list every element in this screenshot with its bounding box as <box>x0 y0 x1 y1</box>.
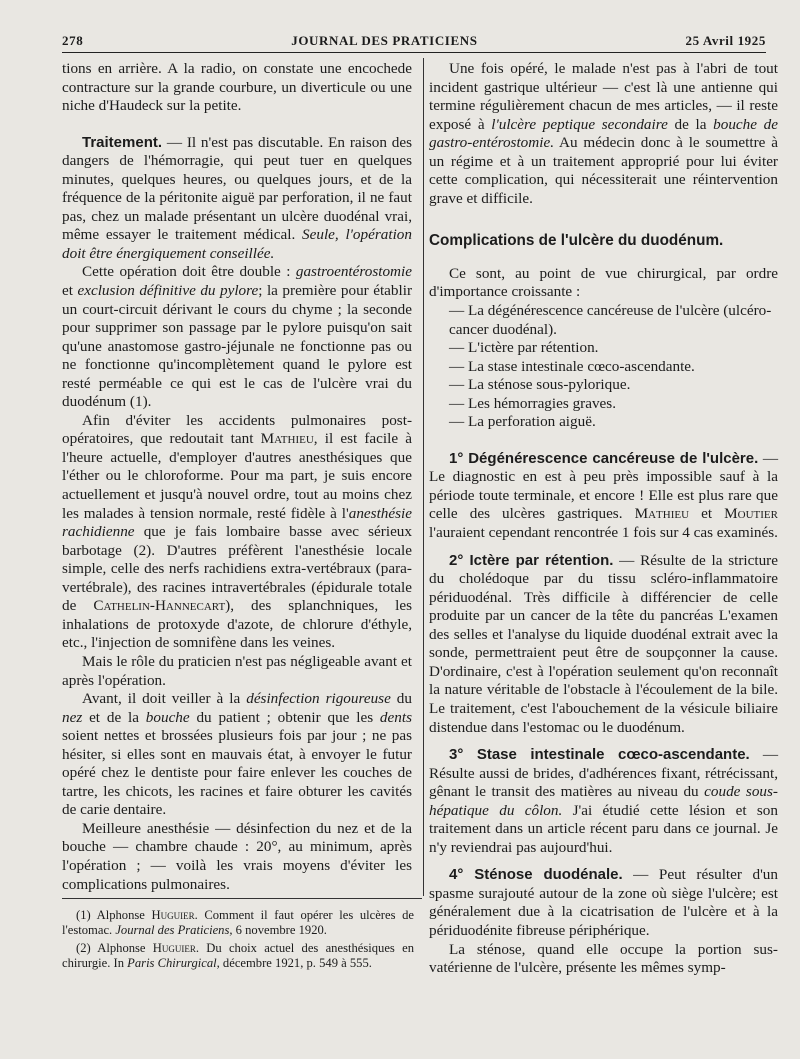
issue-date: 25 Avril 1925 <box>685 33 766 48</box>
subsection-4: 4° Sténose duodénale. — Peut résulter d'un spasme surajouté autour de la zone où siège l'ulcère; est généralement due à la cicatrisation de l'ulcère et à la périduodénite fibreuse périphérique. <box>429 866 778 939</box>
paragraph-operation: Cette opération doit être double : gastroentérostomie et exclusion définitive du pylore; la première pour établir un court-circuit dérivant le cours du chyme ; la seconde pour supprimer son passage par le pylore puisqu'on sait qu'une anastomose gastro-jéjunale ne fonctionne pas ou ne fonctionne qu'incomplètement quand le pylore est resté perméable ce qui est le cas de l'ulcère vrai du duodénum (1). <box>62 263 413 411</box>
paragraph-avant: Avant, il doit veiller à la désinfection rigoureuse du nez et de la bouche du patient ; obtenir que les dents soient nettes et brossées plusieurs fois par jour ; ne pas hésiter, si elles sont en mauvais état, à envoyer le futur opéré chez le dentiste pour faire enlever les couches de tartre, les chicots, les racines et faire obturer les cavités de carie dentaire. <box>62 690 412 819</box>
paragraph-accidents: Afin d'éviter les accidents pulmonaires postopératoires, que redoutait tant Mathieu, il est facile à l'heure actuelle, d'employer d'autres anesthésiques que l'éther ou le chloroforme. Pour ma part, je suis encore actuellement et jusqu'à nouvel ordre, tout au moins chez les malades à tension normale, resté fidèle à l'anesthésie rachidienne que je fais lombaire basse avec sérieux barbotage (2). D'autres préfèrent l'anesthésie locale simple, celle des nerfs rachidiens extra-vertébraux (para-vertébrale), des racines intravertébrales (épidurale totale de Cathelin-Hannecart), des splanchniques, les inhalations de protoxyde d'azote, de chlorure d'éthyle, etc., l'injection de somnifène dans les veines. <box>62 411 412 652</box>
paragraph-meilleure: Meilleure anesthésie — désinfection du nez et de la bouche — chambre chaude : 20°, au minimum, après l'opération ; — voilà les vrais moyens d'éviter les complications pulmonaires. <box>62 819 412 893</box>
list-item: — La dégénérescence cancéreuse de l'ulcère (ulcéro-cancer duodénal). <box>449 302 772 338</box>
running-header <box>62 30 766 52</box>
subsection-3-heading: 3° Stase intestinale cœco-ascendante. <box>449 746 750 764</box>
subsection-2-heading: 2° Ictère par rétention. <box>449 551 614 569</box>
footnotes <box>62 908 414 974</box>
subsection-1: 1° Dégénérescence cancéreuse de l'ulcère. — Le diagnostic en est à peu près impossible sauf à la période toute terminale, et encore ! Elle est plus rare que celle des ulcères gastriques. Mathieu et Moutier l'auraient cependant rencontrée 1 fois sur 4 cas examinés. <box>429 449 778 542</box>
subsection-4-heading: 4° Sténose duodénale. <box>449 866 623 884</box>
footnote-2: (2) Alphonse Huguier. Du choix actuel des anesthésiques en chirurgie. In Paris Chirurgical, décembre 1921, p. 549 à 555. <box>62 941 414 970</box>
paragraph-comp-intro: Ce sont, au point de vue chirurgical, par ordre d'importance croissante : <box>429 264 778 301</box>
column-divider <box>423 58 424 896</box>
left-column <box>62 60 412 894</box>
list-item: — La sténose sous-pylorique. <box>449 376 631 394</box>
paragraph-une-fois: Une fois opéré, le malade n'est pas à l'abri de tout incident gastrique ultérieur — c'est là une antienne qui termine régulièrement chacun de mes articles, — il reste exposé à l'ulcère peptique secondaire de la bouche de gastro-entérostomie. Au médecin donc à le soumettre à un régime et à un traitement approprié pour lui éviter cette complication, qui nécessiterait une réintervention grave et difficile. <box>429 60 779 207</box>
list-item: — Les hémorragies graves. <box>449 394 617 412</box>
list-item: — L'ictère par rétention. <box>449 339 599 357</box>
paragraph-traitement: Traitement. — Il n'est pas discutable. En raison des dangers de l'hémorragie, qui peut tuer en quelques minutes, quelques heures, ou quelques jours, et de la fréquence de la péritonite aiguë par perforation, il ne faut pas, chez un malade présentant un ulcère duodénal vrai, même essayer le traitement médical. Seule, l'opération doit être énergiquement conseillée. <box>62 133 412 262</box>
subsection-3: 3° Stase intestinale cœco-ascendante. — Résulte aussi de brides, d'adhérences fixant, rétrécissant, gênant le transit des matières au niveau du coude sous-hépatique du côlon. J'ai étudié cette lésion et son traitement dans un article récent paru dans ce journal. Je n'y reviendrai pas aujourd'hui. <box>429 746 778 856</box>
subsection-2: 2° Ictère par rétention. — Résulte de la stricture du cholédoque par du tissu scléro-inflammatoire périduodénal. Très difficile à différencier de celle produite par un cancer de la tête du pancréas L'examen des selles et l'analyse du liquide duodénal extrait avec la sonde, permettraient peut être de soupçonner la cause. D'ordinaire, c'est à l'opération seulement qu'on reconnaît la nature véritable de l'obstacle à l'écoulement de la bile. Le traitement, c'est l'abouchement de la vésicule biliaire distendue dans l'estomac ou le duodénum. <box>429 551 778 736</box>
section-title: Complications de l'ulcère du duodénum. <box>429 232 724 250</box>
footnote-1: (1) Alphonse Huguier. Comment il faut opérer les ulcères de l'estomac. Journal des Praticiens, 6 novembre 1920. <box>62 908 414 937</box>
paragraph-stenose: La sténose, quand elle occupe la portion sus-vatérienne de l'ulcère, présente les mêmes symp- <box>429 940 778 977</box>
journal-title: JOURNAL DES PRATICIENS <box>291 33 478 48</box>
paragraph-intro: tions en arrière. A la radio, on constate une encochede contracture sur la grande courbure, un diverticule ou une niche d'Haudeck sur la petite. <box>62 60 412 115</box>
subsection-1-heading: 1° Dégénérescence cancéreuse de l'ulcère. <box>449 449 759 467</box>
footnote-rule <box>62 898 422 899</box>
paragraph-role: Mais le rôle du praticien n'est pas négligeable avant et après l'opération. <box>62 652 412 689</box>
list-item: — La perforation aiguë. <box>449 413 596 431</box>
list-item: — La stase intestinale cœco-ascendante. <box>449 357 695 375</box>
header-rule <box>62 52 766 53</box>
page-number: 278 <box>62 33 84 48</box>
complications-list <box>429 302 778 432</box>
right-column <box>429 60 778 978</box>
heading-traitement: Traitement. <box>82 133 163 151</box>
